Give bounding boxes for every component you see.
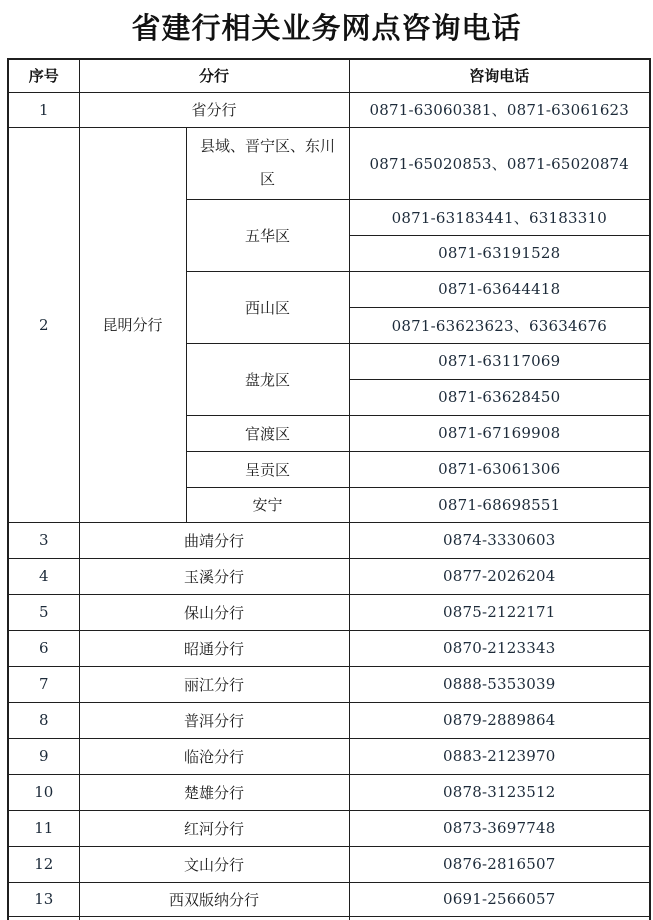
cell-branch: 昆明分行: [79, 127, 186, 522]
cell-branch: 临沧分行: [79, 738, 349, 774]
cell-phone: 0888-5353039: [349, 666, 650, 702]
table-row: [8, 882, 650, 916]
col-header-phone: 咨询电话: [349, 59, 650, 92]
cell-branch: 文山分行: [79, 846, 349, 882]
cell-phone: 0871-63628450: [349, 379, 650, 415]
cell-phone: 0875-2122171: [349, 594, 650, 630]
table-row: [8, 738, 650, 774]
cell-phone: 0871-63644418: [349, 271, 650, 307]
cell-district: 安宁: [186, 487, 349, 522]
cell-district: 五华区: [186, 199, 349, 271]
cell-district: 盘龙区: [186, 343, 349, 415]
cell-phone: 0879-2889864: [349, 702, 650, 738]
cell-phone: 0871-65020853、0871-65020874: [349, 127, 650, 199]
table-row: [8, 522, 650, 558]
cell-branch: 普洱分行: [79, 702, 349, 738]
cell-branch: 保山分行: [79, 594, 349, 630]
table-row: [8, 702, 650, 738]
cell-district: 县域、晋宁区、东川区: [186, 127, 349, 199]
cell-branch: 曲靖分行: [79, 522, 349, 558]
cell-empty: [349, 916, 650, 920]
cell-no: 1: [8, 92, 79, 127]
cell-phone: 0871-68698551: [349, 487, 650, 522]
cell-branch: 省分行: [79, 92, 349, 127]
table-row: [8, 127, 650, 199]
table-row: [8, 594, 650, 630]
cell-branch: 红河分行: [79, 810, 349, 846]
table-row-clipped: [8, 916, 650, 920]
cell-branch: 玉溪分行: [79, 558, 349, 594]
cell-phone: 0871-63191528: [349, 235, 650, 271]
col-header-no: 序号: [8, 59, 79, 92]
cell-district: 呈贡区: [186, 451, 349, 487]
cell-phone: 0876-2816507: [349, 846, 650, 882]
cell-phone: 0871-63183441、63183310: [349, 199, 650, 235]
cell-no: 12: [8, 846, 79, 882]
page-title: 省建行相关业务网点咨询电话: [131, 13, 522, 45]
phone-table: [7, 58, 651, 920]
cell-phone: 0877-2026204: [349, 558, 650, 594]
cell-empty: [79, 916, 349, 920]
cell-phone: 0871-63061306: [349, 451, 650, 487]
cell-no: 10: [8, 774, 79, 810]
cell-branch: 西双版纳分行: [79, 882, 349, 916]
cell-phone: 0871-63060381、0871-63061623: [349, 92, 650, 127]
cell-district: 西山区: [186, 271, 349, 343]
cell-branch: 楚雄分行: [79, 774, 349, 810]
cell-no: 11: [8, 810, 79, 846]
table-row: [8, 846, 650, 882]
cell-no: 5: [8, 594, 79, 630]
cell-phone: 0874-3330603: [349, 522, 650, 558]
cell-phone: 0871-63623623、63634676: [349, 307, 650, 343]
cell-phone: 0871-63117069: [349, 343, 650, 379]
cell-no: 13: [8, 882, 79, 916]
cell-phone: 0873-3697748: [349, 810, 650, 846]
cell-no: 9: [8, 738, 79, 774]
table-row: [8, 92, 650, 127]
header-row: [8, 59, 650, 92]
cell-phone: 0871-67169908: [349, 415, 650, 451]
cell-no: 8: [8, 702, 79, 738]
cell-phone: 0691-2566057: [349, 882, 650, 916]
cell-empty: [8, 916, 79, 920]
cell-phone: 0878-3123512: [349, 774, 650, 810]
cell-no: 4: [8, 558, 79, 594]
cell-no: 2: [8, 127, 79, 522]
cell-no: 3: [8, 522, 79, 558]
cell-district: 官渡区: [186, 415, 349, 451]
cell-branch: 丽江分行: [79, 666, 349, 702]
cell-no: 7: [8, 666, 79, 702]
table-row: [8, 774, 650, 810]
table-row: [8, 630, 650, 666]
cell-phone: 0870-2123343: [349, 630, 650, 666]
table-row: [8, 558, 650, 594]
table-row: [8, 810, 650, 846]
cell-branch: 昭通分行: [79, 630, 349, 666]
cell-phone: 0883-2123970: [349, 738, 650, 774]
col-header-branch: 分行: [79, 59, 349, 92]
cell-no: 6: [8, 630, 79, 666]
table-row: [8, 666, 650, 702]
